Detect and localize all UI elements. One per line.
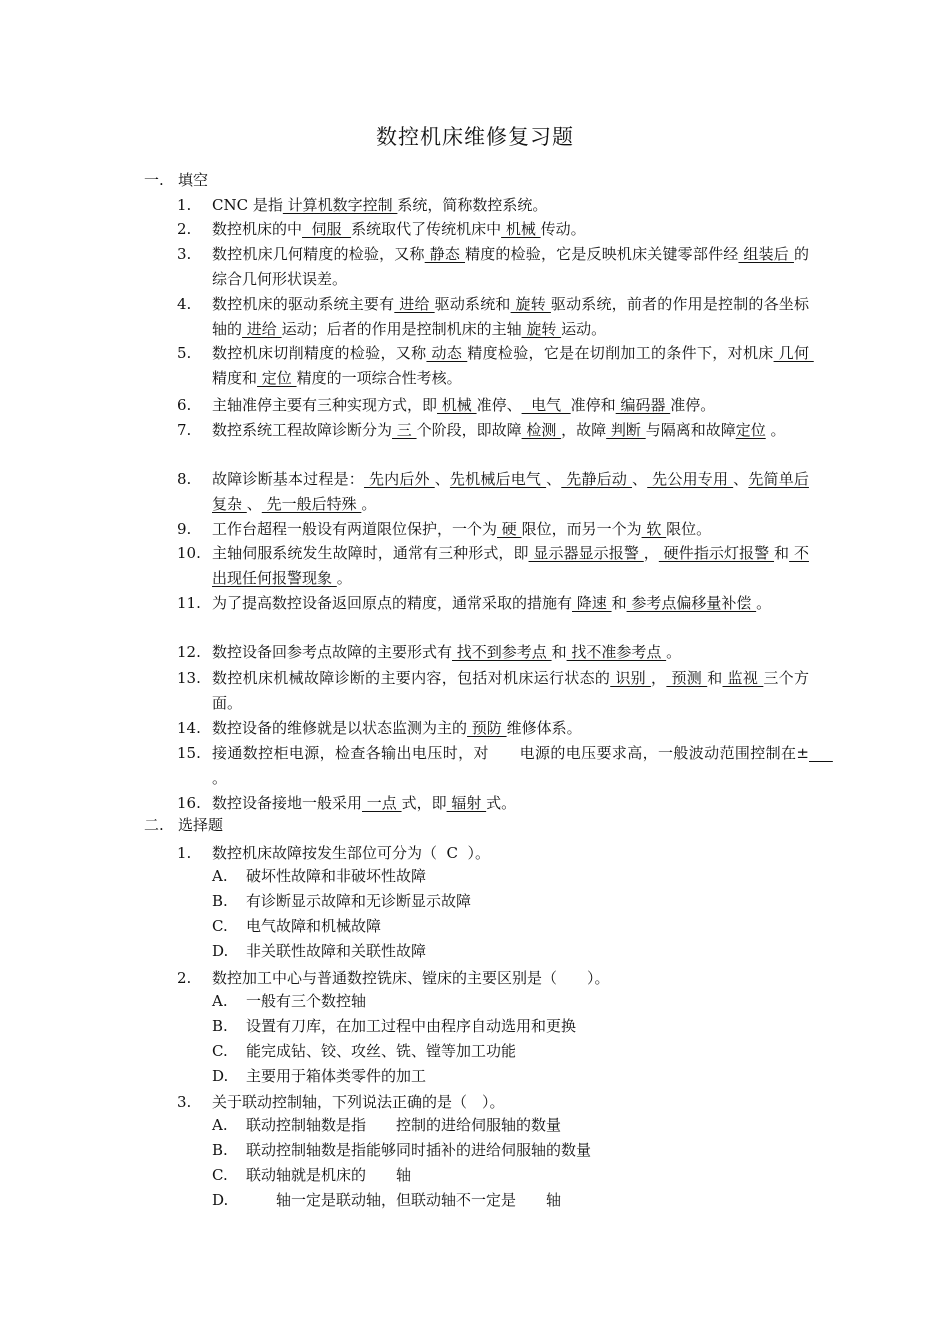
choice-option bbox=[212, 1190, 561, 1210]
answer-blank: 静态 bbox=[424, 245, 465, 263]
text-segment: 准停和 bbox=[570, 396, 616, 414]
item-text bbox=[212, 467, 809, 516]
item-number: 14. bbox=[177, 719, 201, 737]
option-letter: A. bbox=[212, 867, 228, 885]
answer-blank: 进给 bbox=[242, 319, 282, 338]
text-segment: 驱动系统，前者的作用是控制的各坐标轴的 bbox=[212, 295, 809, 338]
text-segment: 数控机床的中 bbox=[212, 220, 303, 238]
question-number: 3. bbox=[177, 1093, 192, 1111]
answer-blank: 预防 bbox=[467, 719, 507, 737]
answer-blank: 旋转 bbox=[521, 319, 562, 338]
answer-blank: 辐射 bbox=[446, 794, 487, 812]
question-text: 关于联动控制轴，下列说法正确的是（ ）。 bbox=[212, 1093, 505, 1111]
answer-blank: 几何 bbox=[773, 344, 814, 362]
fill-item bbox=[177, 666, 809, 715]
text-segment: 精度的检验，它是反映机床关键零部件经 bbox=[465, 245, 739, 263]
option-text: 电气故障和机械故障 bbox=[246, 917, 382, 935]
option-text: 设置有刀库，在加工过程中由程序自动选用和更换 bbox=[246, 1017, 577, 1035]
section-fill-blank bbox=[144, 170, 208, 190]
item-text bbox=[212, 791, 809, 816]
choice-option bbox=[212, 1115, 561, 1135]
fill-item bbox=[177, 640, 809, 665]
item-text bbox=[212, 193, 809, 218]
option-text: 能完成钻、铰、攻丝、铣、镗等加工功能 bbox=[246, 1042, 517, 1060]
text-segment: 系统取代了传统机床中 bbox=[351, 220, 502, 238]
text-segment: ， bbox=[651, 669, 667, 687]
text-segment: 。 bbox=[361, 494, 377, 513]
item-number: 6. bbox=[177, 396, 192, 414]
answer-blank bbox=[809, 744, 833, 762]
fill-item bbox=[177, 517, 809, 542]
option-text: 主要用于箱体类零件的加工 bbox=[246, 1067, 427, 1085]
item-text bbox=[212, 741, 838, 790]
text-segment: 数控机床切削精度的检验，又称 bbox=[212, 344, 427, 362]
text-segment: 运动；后者的作用是控制机床的主轴 bbox=[281, 319, 522, 338]
text-segment: 。 bbox=[666, 643, 682, 661]
option-letter: B. bbox=[212, 1141, 228, 1159]
text-segment: 式，即 bbox=[401, 794, 447, 812]
item-text bbox=[212, 716, 809, 741]
option-letter: C. bbox=[212, 1166, 228, 1184]
item-text bbox=[212, 341, 814, 390]
answer-blank: 显示器显示报警 bbox=[528, 544, 644, 562]
item-text bbox=[212, 517, 809, 542]
answer-blank: 识别 bbox=[610, 669, 652, 687]
option-text: 一般有三个数控轴 bbox=[246, 992, 367, 1010]
option-letter: C. bbox=[212, 1042, 228, 1060]
fill-item bbox=[177, 467, 809, 516]
text-segment: 和 bbox=[774, 544, 790, 562]
choice-option bbox=[212, 916, 381, 936]
choice-option bbox=[212, 941, 426, 961]
fill-item bbox=[177, 292, 809, 341]
answer-blank: 判断 bbox=[606, 421, 646, 439]
option-text: 联动轴就是机床的 轴 bbox=[246, 1166, 412, 1184]
answer-blank: 机械 bbox=[437, 396, 477, 414]
text-segment: 精度检验，它是在切削加工的条件下，对机床 bbox=[467, 344, 774, 362]
text-segment: 精度和 bbox=[212, 368, 258, 387]
section-number: 一. bbox=[144, 171, 164, 189]
option-letter: A. bbox=[212, 992, 228, 1010]
text-segment: 故障诊断基本过程是： bbox=[212, 470, 364, 488]
item-number: 9. bbox=[177, 520, 192, 538]
fill-item bbox=[177, 341, 814, 390]
text-segment: 接通数控柜电源，检查各输出电压时，对 电源的电压要求高，一般波动范围控制在± bbox=[212, 744, 809, 762]
text-segment: 、 bbox=[246, 494, 262, 513]
answer-blank: 编码器 bbox=[615, 396, 671, 414]
item-text bbox=[212, 242, 809, 291]
text-segment: 数控设备接地一般采用 bbox=[212, 794, 363, 812]
choice-question bbox=[177, 841, 809, 866]
text-segment: ， bbox=[643, 544, 659, 562]
answer-blank: 先机械后电气 bbox=[449, 470, 547, 488]
item-number: 5. bbox=[177, 344, 192, 362]
text-segment: 准停。 bbox=[670, 396, 716, 414]
text-segment: 三个方面。 bbox=[212, 669, 809, 712]
option-letter: C. bbox=[212, 917, 228, 935]
option-text: 联动控制轴数是指能够同时插补的进给伺服轴的数量 bbox=[246, 1141, 592, 1159]
option-text: 轴一定是联动轴，但联动轴不一定是 轴 bbox=[246, 1191, 562, 1209]
question-text: 数控加工中心与普通数控铣床、镗床的主要区别是（ ）。 bbox=[212, 969, 610, 987]
choice-option bbox=[212, 1016, 576, 1036]
item-number: 1. bbox=[177, 196, 192, 214]
text-segment: 限位，而另一个为 bbox=[521, 520, 642, 538]
answer-blank: 先一般后特殊 bbox=[261, 494, 362, 513]
text-segment: 数控系统工程故障诊断分为 bbox=[212, 421, 393, 439]
answer-blank: 先简单后复杂 bbox=[212, 470, 809, 513]
item-number: 11. bbox=[177, 594, 201, 612]
text-segment: 和 bbox=[707, 669, 723, 687]
choice-option bbox=[212, 1066, 426, 1086]
answer-blank: 定位 bbox=[735, 421, 766, 439]
item-text bbox=[212, 591, 809, 616]
text-segment: 和 bbox=[611, 594, 627, 612]
answer-blank: 动态 bbox=[426, 344, 468, 362]
item-text bbox=[212, 418, 809, 443]
answer-blank: 电气 bbox=[521, 396, 571, 414]
text-segment: 数控设备回参考点故障的主要形式有 bbox=[212, 643, 453, 661]
option-text: 有诊断显示故障和无诊断显示故障 bbox=[246, 892, 472, 910]
text-segment: 。 bbox=[212, 744, 838, 787]
section-multiple-choice bbox=[144, 815, 223, 835]
page-title: 数控机床维修复习题 bbox=[376, 125, 574, 149]
fill-item bbox=[177, 242, 809, 291]
item-number: 3. bbox=[177, 245, 192, 263]
option-letter: D. bbox=[212, 1067, 229, 1085]
text-segment: 运动。 bbox=[561, 319, 607, 338]
answer-blank: 计算机数字控制 bbox=[282, 196, 398, 214]
item-text bbox=[212, 640, 809, 665]
option-letter: D. bbox=[212, 942, 229, 960]
fill-item bbox=[177, 393, 809, 418]
text-segment: 数控设备的维修就是以状态监测为主的 bbox=[212, 719, 468, 737]
text-segment: 。 bbox=[765, 421, 786, 439]
answer-blank: 一点 bbox=[362, 794, 402, 812]
text-segment: 与隔离和故障 bbox=[645, 421, 736, 439]
answer-blank: 先内后外 bbox=[363, 470, 435, 488]
answer-blank: 进给 bbox=[394, 295, 435, 313]
question-number: 1. bbox=[177, 844, 192, 862]
text-segment: CNC 是指 bbox=[212, 196, 283, 214]
fill-item bbox=[177, 418, 809, 443]
item-number: 10. bbox=[177, 544, 201, 562]
choice-option bbox=[212, 991, 366, 1011]
choice-question bbox=[177, 966, 809, 991]
choice-option bbox=[212, 891, 471, 911]
answer-blank: 先公用专用 bbox=[647, 470, 734, 488]
option-text: 联动控制轴数是指 控制的进给伺服轴的数量 bbox=[246, 1116, 562, 1134]
item-text bbox=[212, 666, 809, 715]
answer-blank: 找不准参考点 bbox=[566, 643, 667, 661]
option-text: 破坏性故障和非破坏性故障 bbox=[246, 867, 427, 885]
item-number: 2. bbox=[177, 220, 192, 238]
fill-item bbox=[177, 193, 809, 218]
text-segment: 传动。 bbox=[540, 220, 586, 238]
answer-blank: 不出现任何报警现象 bbox=[212, 544, 809, 587]
text-segment: 式。 bbox=[486, 794, 517, 812]
section-title: 填空 bbox=[178, 171, 209, 189]
item-number: 4. bbox=[177, 295, 192, 313]
fill-item bbox=[177, 716, 809, 741]
text-segment: 数控机床的驱动系统主要有 bbox=[212, 295, 395, 313]
answer-blank: 组装后 bbox=[738, 245, 794, 263]
option-letter: B. bbox=[212, 1017, 228, 1035]
text-segment: 维修体系。 bbox=[506, 719, 582, 737]
answer-blank: 预测 bbox=[666, 669, 708, 687]
text-segment: 、 bbox=[733, 470, 749, 488]
item-text bbox=[212, 393, 809, 418]
text-segment: 工作台超程一般设有两道限位保护，一个为 bbox=[212, 520, 498, 538]
item-text bbox=[212, 292, 809, 341]
fill-item bbox=[177, 591, 809, 616]
text-segment: 准停、 bbox=[476, 396, 522, 414]
answer-blank: 降速 bbox=[572, 594, 612, 612]
text-segment: 和 bbox=[551, 643, 567, 661]
text-segment: ，故障 bbox=[561, 421, 607, 439]
choice-option bbox=[212, 1041, 516, 1061]
answer-blank: 找不到参考点 bbox=[452, 643, 552, 661]
answer-blank: 参考点偏移量补偿 bbox=[626, 594, 757, 612]
answer-blank: 机械 bbox=[501, 220, 541, 238]
option-text: 非关联性故障和关联性故障 bbox=[246, 942, 427, 960]
answer-blank: 定位 bbox=[257, 368, 297, 387]
choice-option bbox=[212, 1165, 411, 1185]
item-number: 13. bbox=[177, 669, 201, 687]
answer-blank: 旋转 bbox=[510, 295, 551, 313]
answer-blank: 硬件指示灯报警 bbox=[658, 544, 775, 562]
item-number: 8. bbox=[177, 470, 192, 488]
text-segment: 为了提高数控设备返回原点的精度，通常采取的措施有 bbox=[212, 594, 573, 612]
fill-item bbox=[177, 217, 809, 242]
item-number: 15. bbox=[177, 744, 201, 762]
section-number: 二. bbox=[144, 816, 164, 834]
item-number: 16. bbox=[177, 794, 201, 812]
question-text: 数控机床故障按发生部位可分为（ C ）。 bbox=[212, 844, 491, 862]
fill-item bbox=[177, 741, 838, 790]
text-segment: 、 bbox=[546, 470, 562, 488]
section-title: 选择题 bbox=[178, 816, 224, 834]
text-segment: 。 bbox=[336, 568, 352, 587]
item-text bbox=[212, 217, 809, 242]
text-segment: 数控机床几何精度的检验，又称 bbox=[212, 245, 425, 263]
fill-item bbox=[177, 541, 809, 590]
answer-blank: 三 bbox=[392, 421, 417, 439]
text-segment: 、 bbox=[434, 470, 450, 488]
choice-option bbox=[212, 866, 426, 886]
text-segment: 限位。 bbox=[666, 520, 712, 538]
answer-blank: 先静后动 bbox=[561, 470, 633, 488]
text-segment: 精度的一项综合性考核。 bbox=[296, 368, 462, 387]
answer-blank: 伺服 bbox=[302, 220, 352, 238]
answer-blank: 检测 bbox=[521, 421, 562, 439]
text-segment: 驱动系统和 bbox=[434, 295, 511, 313]
option-letter: D. bbox=[212, 1191, 229, 1209]
item-number: 12. bbox=[177, 643, 201, 661]
option-letter: B. bbox=[212, 892, 228, 910]
text-segment: 系统，简称数控系统。 bbox=[397, 196, 548, 214]
choice-option bbox=[212, 1140, 591, 1160]
fill-item bbox=[177, 791, 809, 816]
choice-question bbox=[177, 1090, 809, 1115]
item-text bbox=[212, 541, 809, 590]
text-segment: 主轴伺服系统发生故障时，通常有三种形式，即 bbox=[212, 544, 529, 562]
question-number: 2. bbox=[177, 969, 192, 987]
text-segment: 。 bbox=[756, 594, 772, 612]
text-segment: 的综合几何形状误差。 bbox=[212, 245, 809, 288]
text-segment: 主轴准停主要有三种实现方式，即 bbox=[212, 396, 438, 414]
answer-blank: 硬 bbox=[497, 520, 522, 538]
text-segment: 数控机床机械故障诊断的主要内容，包括对机床运行状态的 bbox=[212, 669, 611, 687]
answer-blank: 监视 bbox=[722, 669, 764, 687]
option-letter: A. bbox=[212, 1116, 228, 1134]
answer-blank: 软 bbox=[641, 520, 667, 538]
item-number: 7. bbox=[177, 421, 192, 439]
text-segment: 个阶段，即故障 bbox=[416, 421, 522, 439]
text-segment: 、 bbox=[632, 470, 648, 488]
